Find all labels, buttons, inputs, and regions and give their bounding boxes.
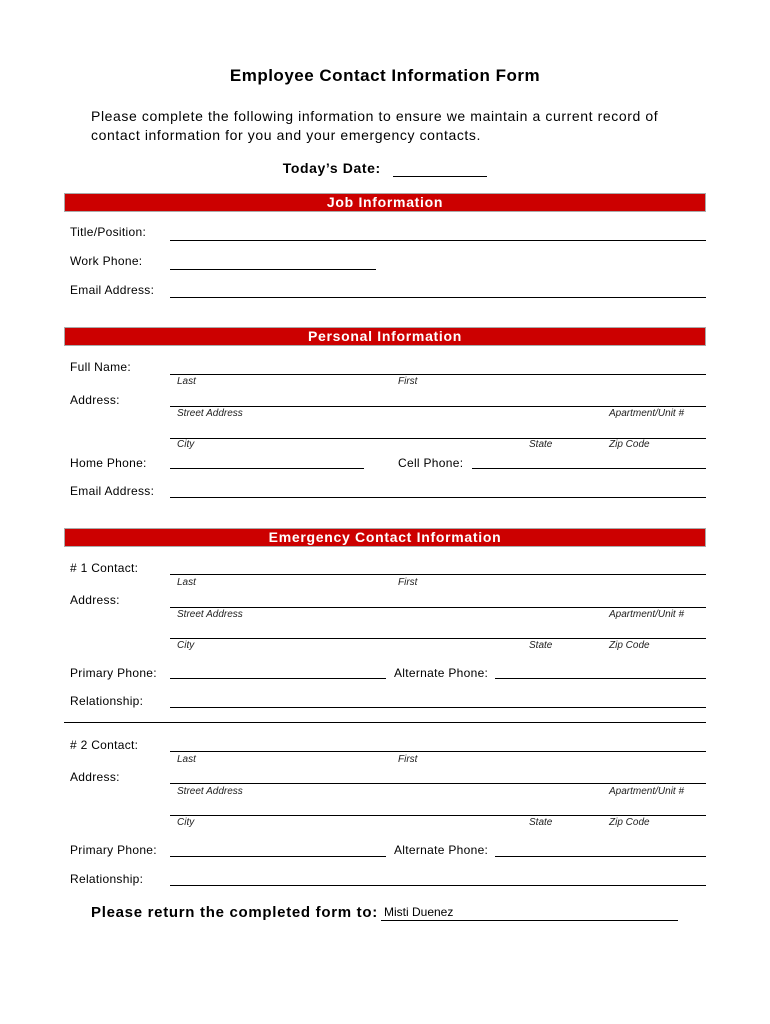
full-name-input[interactable]: [170, 360, 706, 375]
contact-1-primary-phone-input[interactable]: [170, 664, 386, 679]
contact-separator: [64, 722, 706, 723]
cell-phone-label: Cell Phone:: [398, 456, 464, 470]
intro-line-1: Please complete the following information to ensure we maintain a current record of: [91, 108, 659, 124]
return-to-line: [381, 920, 678, 921]
full-name-label: Full Name:: [70, 360, 132, 374]
city-state-zip-input[interactable]: [170, 424, 706, 439]
contact-2-name-input[interactable]: [170, 737, 706, 752]
contact-2-label: # 2 Contact:: [70, 738, 139, 752]
emergency-contact-header: Emergency Contact Information: [64, 528, 706, 547]
job-information-header: Job Information: [64, 193, 706, 212]
contact-2-last-sublabel: Last: [177, 754, 196, 765]
street-address-input[interactable]: [170, 392, 706, 407]
contact-1-state-sublabel: State: [529, 640, 553, 651]
personal-email-input[interactable]: [170, 483, 706, 498]
contact-2-city-sublabel: City: [177, 817, 195, 828]
work-phone-input[interactable]: [170, 255, 376, 270]
contact-2-street-sublabel: Street Address: [177, 786, 243, 797]
contact-1-city-input[interactable]: [170, 624, 706, 639]
contact-2-primary-phone-input[interactable]: [170, 842, 386, 857]
title-position-input[interactable]: [170, 226, 706, 241]
contact-2-state-sublabel: State: [529, 817, 553, 828]
last-name-sublabel: Last: [177, 376, 196, 387]
personal-email-label: Email Address:: [70, 484, 155, 498]
work-phone-label: Work Phone:: [70, 254, 143, 268]
return-to-value[interactable]: Misti Duenez: [384, 905, 454, 919]
contact-1-last-sublabel: Last: [177, 577, 196, 588]
contact-1-address-label: Address:: [70, 593, 120, 607]
job-email-input[interactable]: [170, 283, 706, 298]
personal-address-label: Address:: [70, 393, 120, 407]
zip-sublabel: Zip Code: [609, 439, 650, 450]
contact-1-first-sublabel: First: [398, 577, 418, 588]
todays-date-input[interactable]: [393, 162, 487, 177]
contact-2-address-label: Address:: [70, 770, 120, 784]
home-phone-label: Home Phone:: [70, 456, 147, 470]
contact-2-relationship-input[interactable]: [170, 871, 706, 886]
contact-1-street-input[interactable]: [170, 593, 706, 608]
personal-information-header: Personal Information: [64, 327, 706, 346]
contact-1-street-sublabel: Street Address: [177, 609, 243, 620]
contact-2-relationship-label: Relationship:: [70, 872, 144, 886]
contact-2-primary-phone-label: Primary Phone:: [70, 843, 157, 857]
contact-1-alternate-phone-input[interactable]: [495, 664, 706, 679]
contact-1-relationship-input[interactable]: [170, 693, 706, 708]
contact-2-street-input[interactable]: [170, 769, 706, 784]
contact-1-label: # 1 Contact:: [70, 561, 139, 575]
contact-1-apartment-sublabel: Apartment/Unit #: [609, 609, 685, 620]
contact-1-name-input[interactable]: [170, 560, 706, 575]
contact-2-zip-sublabel: Zip Code: [609, 817, 650, 828]
contact-1-zip-sublabel: Zip Code: [609, 640, 650, 651]
apartment-sublabel: Apartment/Unit #: [609, 408, 685, 419]
intro-text: [91, 107, 691, 145]
form-title: Employee Contact Information Form: [229, 66, 541, 85]
state-sublabel: State: [529, 439, 553, 450]
todays-date-label: Today’s Date:: [282, 160, 381, 176]
contact-2-alternate-phone-input[interactable]: [495, 842, 706, 857]
title-position-label: Title/Position:: [70, 225, 147, 239]
contact-1-city-sublabel: City: [177, 640, 195, 651]
return-to-label: Please return the completed form to:: [91, 904, 378, 921]
todays-date: [0, 160, 770, 177]
contact-2-city-input[interactable]: [170, 801, 706, 816]
contact-1-relationship-label: Relationship:: [70, 694, 144, 708]
first-name-sublabel: First: [398, 376, 418, 387]
job-email-label: Email Address:: [70, 283, 155, 297]
home-phone-input[interactable]: [170, 454, 364, 469]
contact-1-alternate-phone-label: Alternate Phone:: [394, 666, 489, 680]
cell-phone-input[interactable]: [472, 454, 706, 469]
contact-1-primary-phone-label: Primary Phone:: [70, 666, 157, 680]
contact-2-alternate-phone-label: Alternate Phone:: [394, 843, 489, 857]
contact-2-apartment-sublabel: Apartment/Unit #: [609, 786, 685, 797]
street-address-sublabel: Street Address: [177, 408, 243, 419]
contact-2-first-sublabel: First: [398, 754, 418, 765]
intro-line-2: contact information for you and your emergency contacts.: [91, 127, 482, 143]
city-sublabel: City: [177, 439, 195, 450]
